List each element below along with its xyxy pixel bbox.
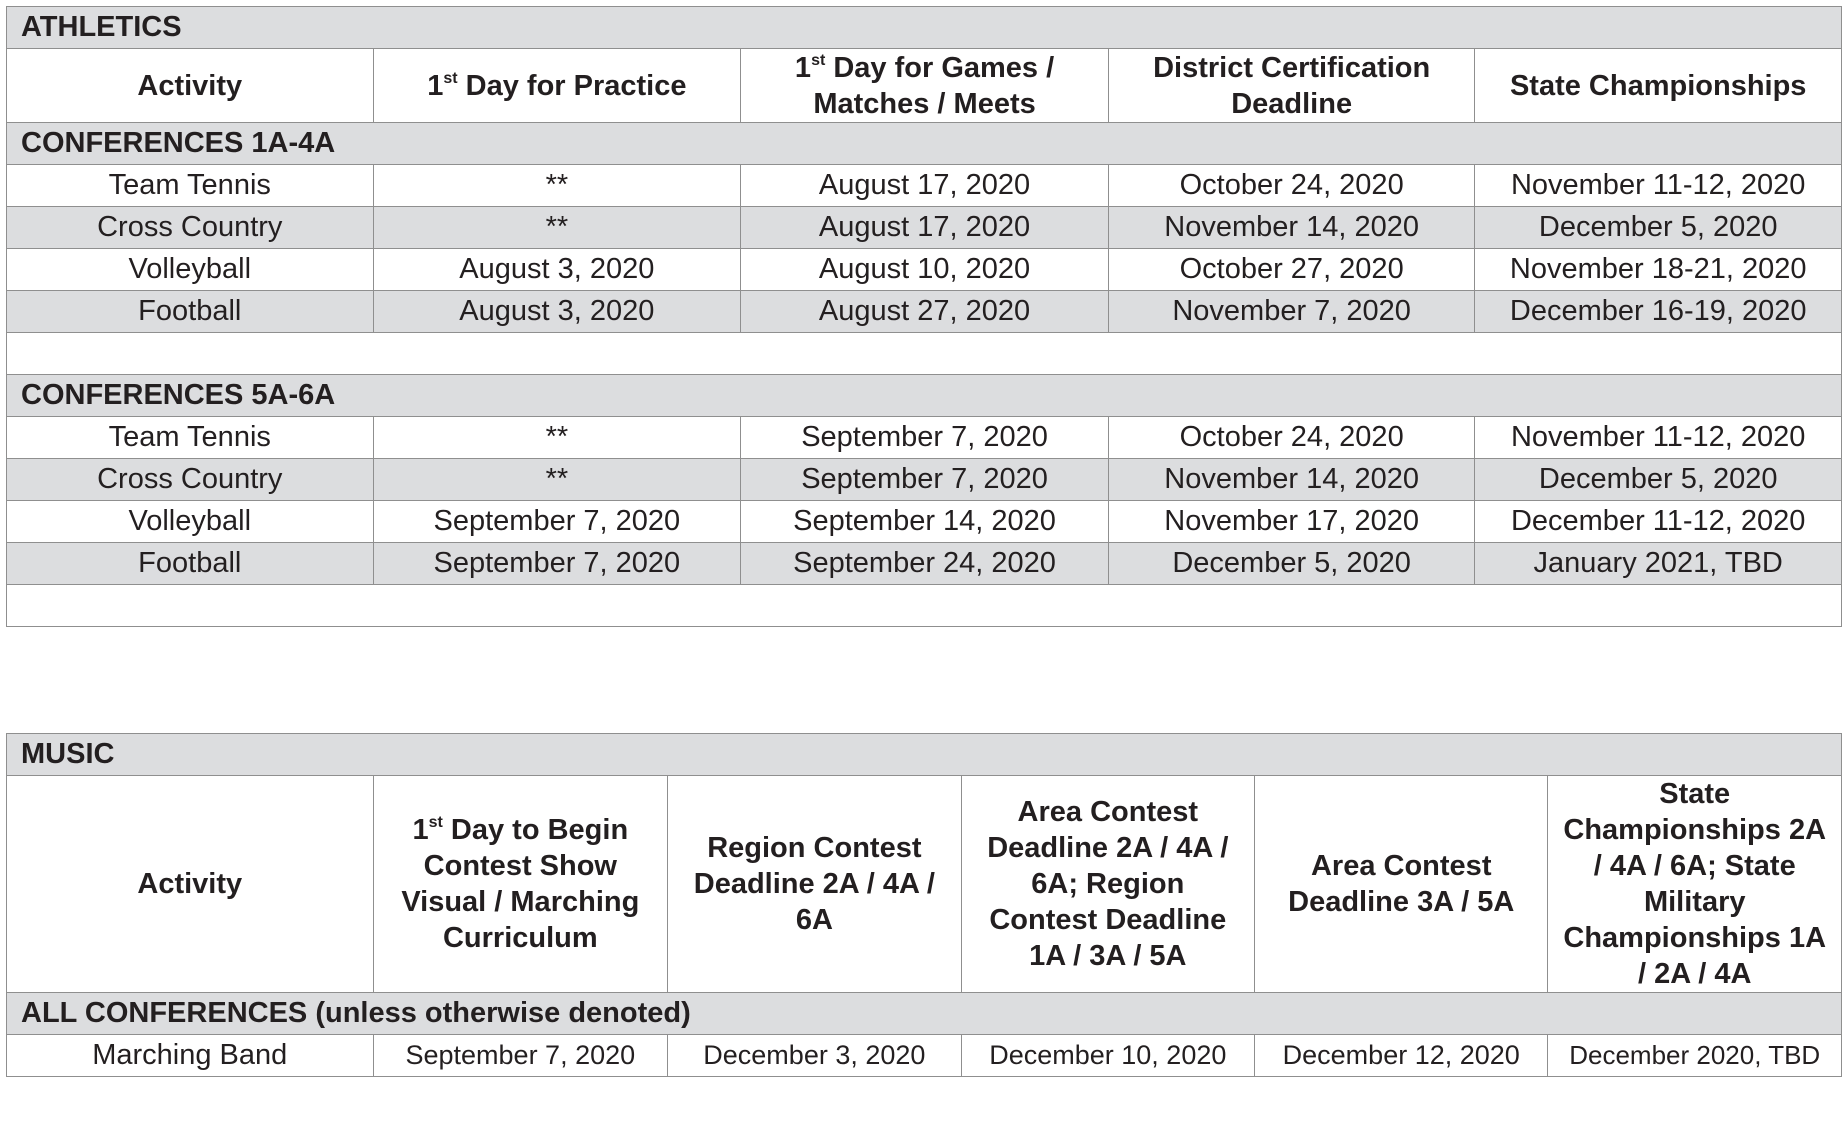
header-practice-num: 1 xyxy=(427,69,444,102)
cell-district: November 14, 2020 xyxy=(1108,207,1475,249)
header-activity: Activity xyxy=(7,49,374,123)
header-district-certification: District Certification Deadline xyxy=(1108,49,1475,123)
header-practice-rest: Day for Practice xyxy=(457,69,687,102)
cell-practice: August 3, 2020 xyxy=(373,291,741,333)
header-state-championships: State Championships xyxy=(1475,49,1842,123)
music-header-area-contest: Area Contest Deadline 3A / 5A xyxy=(1255,776,1548,993)
cell-practice: ** xyxy=(373,165,741,207)
music-header-first-day-begin xyxy=(373,776,668,993)
table-row xyxy=(7,165,1842,207)
music-title-row xyxy=(7,734,1842,776)
cell-games: August 17, 2020 xyxy=(741,165,1109,207)
cell-state: December 16-19, 2020 xyxy=(1475,291,1842,333)
cell-activity: Volleyball xyxy=(7,249,374,291)
cell-district: November 14, 2020 xyxy=(1108,459,1475,501)
spacer-row xyxy=(7,333,1842,375)
cell-area-region: December 10, 2020 xyxy=(961,1035,1254,1077)
spacer-row xyxy=(7,585,1842,627)
header-first-day-games xyxy=(741,49,1109,123)
music-header-begin-rest: Day to Begin Contest Show Visual / Marching Curriculum xyxy=(401,814,640,954)
cell-activity: Football xyxy=(7,543,374,585)
music-header-begin-num: 1 xyxy=(412,814,429,846)
table-row xyxy=(7,207,1842,249)
cell-state: November 11-12, 2020 xyxy=(1475,417,1842,459)
cell-activity: Marching Band xyxy=(7,1035,374,1077)
cell-practice: ** xyxy=(373,459,741,501)
group-row xyxy=(7,123,1842,165)
music-header-row xyxy=(7,776,1842,993)
cell-district: October 27, 2020 xyxy=(1108,249,1475,291)
music-title: MUSIC xyxy=(7,734,1842,776)
cell-district: November 17, 2020 xyxy=(1108,501,1475,543)
cell-district: October 24, 2020 xyxy=(1108,165,1475,207)
table-row xyxy=(7,249,1842,291)
cell-state: December 5, 2020 xyxy=(1475,459,1842,501)
cell-games: September 24, 2020 xyxy=(741,543,1109,585)
cell-practice: September 7, 2020 xyxy=(373,501,741,543)
cell-state: November 18-21, 2020 xyxy=(1475,249,1842,291)
athletics-header-row xyxy=(7,49,1842,123)
cell-practice: September 7, 2020 xyxy=(373,543,741,585)
athletics-title: ATHLETICS xyxy=(7,7,1842,49)
cell-activity: Cross Country xyxy=(7,459,374,501)
header-first-day-practice xyxy=(373,49,741,123)
cell-games: August 10, 2020 xyxy=(741,249,1109,291)
cell-district: October 24, 2020 xyxy=(1108,417,1475,459)
cell-games: August 17, 2020 xyxy=(741,207,1109,249)
table-row xyxy=(7,501,1842,543)
cell-region: December 3, 2020 xyxy=(668,1035,961,1077)
music-table xyxy=(6,733,1842,1077)
music-header-area-region-contest: Area Contest Deadline 2A / 4A / 6A; Region Contest Deadline 1A / 3A / 5A xyxy=(961,776,1254,993)
table-row xyxy=(7,543,1842,585)
cell-activity: Football xyxy=(7,291,374,333)
cell-area: December 12, 2020 xyxy=(1255,1035,1548,1077)
cell-state: December 11-12, 2020 xyxy=(1475,501,1842,543)
group-row xyxy=(7,375,1842,417)
group-row xyxy=(7,993,1842,1035)
table-row xyxy=(7,417,1842,459)
header-practice-sup: st xyxy=(443,69,458,87)
cell-games: August 27, 2020 xyxy=(741,291,1109,333)
music-header-activity: Activity xyxy=(7,776,374,993)
cell-state: January 2021, TBD xyxy=(1475,543,1842,585)
table-row xyxy=(7,459,1842,501)
cell-district: November 7, 2020 xyxy=(1108,291,1475,333)
header-games-num: 1 xyxy=(794,51,812,84)
cell-activity: Team Tennis xyxy=(7,417,374,459)
music-header-region-contest: Region Contest Deadline 2A / 4A / 6A xyxy=(668,776,961,993)
cell-activity: Cross Country xyxy=(7,207,374,249)
cell-state: December 2020, TBD xyxy=(1548,1035,1842,1077)
group-label-1a-4a: CONFERENCES 1A-4A xyxy=(7,123,1842,165)
cell-begin: September 7, 2020 xyxy=(373,1035,668,1077)
cell-activity: Volleyball xyxy=(7,501,374,543)
music-header-state-championships: State Championships 2A / 4A / 6A; State Military Championships 1A / 2A / 4A xyxy=(1548,776,1842,993)
cell-district: December 5, 2020 xyxy=(1108,543,1475,585)
cell-activity: Team Tennis xyxy=(7,165,374,207)
cell-state: November 11-12, 2020 xyxy=(1475,165,1842,207)
spacer-cell xyxy=(7,333,1842,375)
cell-games: September 7, 2020 xyxy=(741,459,1109,501)
header-games-rest: Day for Games / Matches / Meets xyxy=(813,51,1055,120)
table-row xyxy=(7,291,1842,333)
header-games-sup: st xyxy=(811,51,826,69)
athletics-table xyxy=(6,6,1842,627)
cell-practice: ** xyxy=(373,207,741,249)
group-label-5a-6a: CONFERENCES 5A-6A xyxy=(7,375,1842,417)
table-row xyxy=(7,1035,1842,1077)
cell-games: September 7, 2020 xyxy=(741,417,1109,459)
cell-games: September 14, 2020 xyxy=(741,501,1109,543)
athletics-title-row xyxy=(7,7,1842,49)
cell-practice: ** xyxy=(373,417,741,459)
cell-practice: August 3, 2020 xyxy=(373,249,741,291)
group-label-all-conferences: ALL CONFERENCES (unless otherwise denoted) xyxy=(7,993,1842,1035)
spacer-cell xyxy=(7,585,1842,627)
music-header-begin-sup: st xyxy=(428,814,443,831)
cell-state: December 5, 2020 xyxy=(1475,207,1842,249)
